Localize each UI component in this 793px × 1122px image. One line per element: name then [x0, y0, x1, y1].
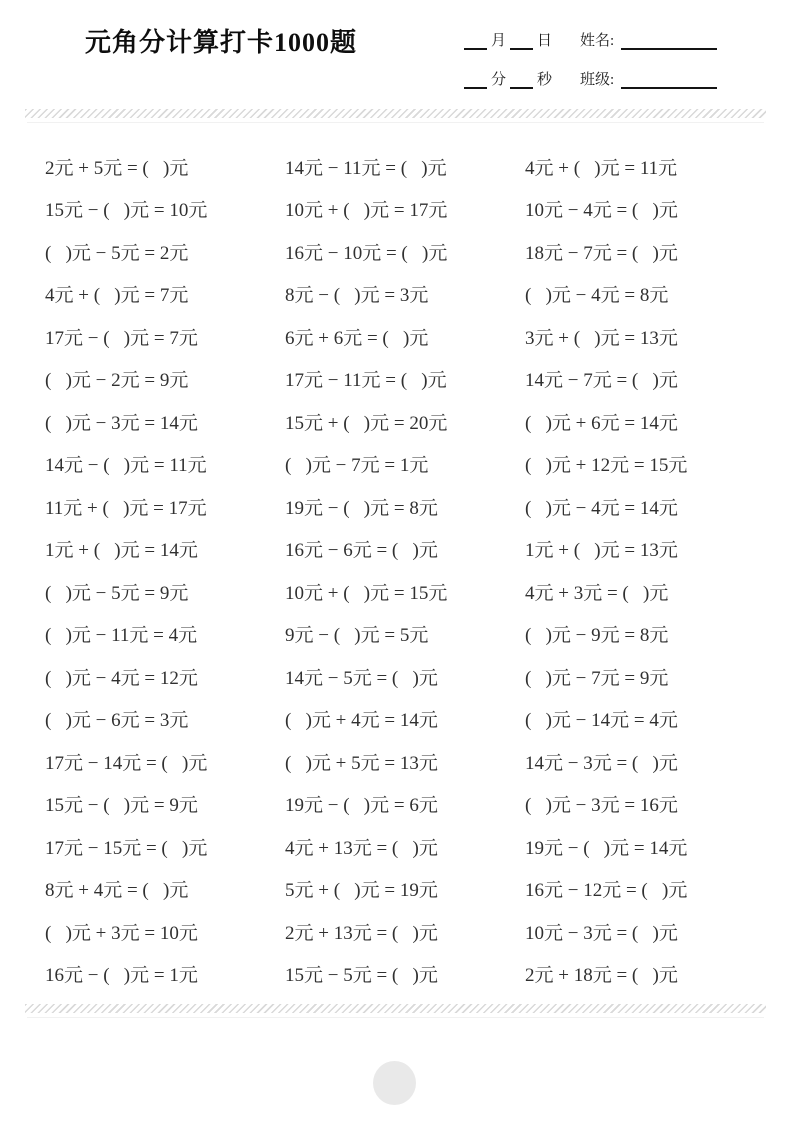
problem-item: 4元 + 13元 = ( )元: [285, 837, 438, 859]
month-blank: [464, 33, 487, 50]
hatched-divider-bottom: [25, 1004, 766, 1013]
problem-item: 4元 + ( )元 = 7元: [45, 285, 189, 307]
problem-item: ( )元 + 5元 = 13元: [285, 752, 438, 774]
problem-item: 15元 − ( )元 = 10元: [45, 200, 208, 222]
problem-item: 2元 + 18元 = ( )元: [525, 965, 678, 987]
problem-item: 4元 + 3元 = ( )元: [525, 582, 669, 604]
problem-item: ( )元 − 11元 = 4元: [45, 625, 198, 647]
problem-item: ( )元 − 3元 = 14元: [45, 412, 198, 434]
problem-item: 15元 − 5元 = ( )元: [285, 965, 438, 987]
problem-item: 6元 + 6元 = ( )元: [285, 327, 429, 349]
problem-item: 16元 − 6元 = ( )元: [285, 540, 438, 562]
problem-item: 11元 + ( )元 = 17元: [45, 497, 207, 519]
class-label: 班级:: [580, 72, 615, 88]
problem-item: 18元 − 7元 = ( )元: [525, 242, 678, 264]
problem-item: 3元 + ( )元 = 13元: [525, 327, 678, 349]
problem-item: 2元 + 13元 = ( )元: [285, 922, 438, 944]
problems-grid: [45, 145, 778, 995]
problem-item: 4元 + ( )元 = 11元: [525, 157, 678, 179]
problem-item: 10元 + ( )元 = 17元: [285, 200, 448, 222]
class-blank: [621, 72, 717, 89]
problem-item: ( )元 − 4元 = 14元: [525, 497, 678, 519]
problem-item: 15元 + ( )元 = 20元: [285, 412, 448, 434]
problem-item: 14元 − 11元 = ( )元: [285, 157, 447, 179]
header-fields: [460, 30, 721, 108]
problem-item: 17元 − 14元 = ( )元: [45, 752, 208, 774]
problem-item: ( )元 − 5元 = 2元: [45, 242, 189, 264]
problem-item: 8元 − ( )元 = 3元: [285, 285, 429, 307]
second-label: 秒: [537, 72, 553, 88]
second-blank: [510, 72, 533, 89]
worksheet-title: 元角分计算打卡1000题: [85, 28, 358, 57]
problem-item: ( )元 − 5元 = 9元: [45, 582, 189, 604]
problem-item: 5元 + ( )元 = 19元: [285, 880, 438, 902]
day-label: 日: [537, 33, 553, 49]
problem-item: ( )元 + 4元 = 14元: [285, 710, 438, 732]
problem-item: ( )元 + 12元 = 15元: [525, 455, 688, 477]
problem-item: 10元 − 3元 = ( )元: [525, 922, 678, 944]
problem-item: 16元 − 12元 = ( )元: [525, 880, 688, 902]
minute-blank: [464, 72, 487, 89]
problem-item: 17元 − ( )元 = 7元: [45, 327, 198, 349]
problem-item: ( )元 − 4元 = 8元: [525, 285, 669, 307]
problem-item: 14元 − ( )元 = 11元: [45, 455, 207, 477]
day-blank: [510, 33, 533, 50]
problem-item: 17元 − 15元 = ( )元: [45, 837, 208, 859]
date-row: [460, 30, 721, 50]
problem-item: ( )元 + 6元 = 14元: [525, 412, 678, 434]
problem-item: 10元 + ( )元 = 15元: [285, 582, 448, 604]
problem-item: 19元 − ( )元 = 8元: [285, 497, 438, 519]
problem-item: ( )元 − 9元 = 8元: [525, 625, 669, 647]
problem-item: 19元 − ( )元 = 14元: [525, 837, 688, 859]
problem-item: 1元 + ( )元 = 13元: [525, 540, 678, 562]
problem-item: 15元 − ( )元 = 9元: [45, 795, 198, 817]
problem-item: 10元 − 4元 = ( )元: [525, 200, 678, 222]
hatched-divider-top: [25, 109, 766, 118]
problem-item: ( )元 − 4元 = 12元: [45, 667, 198, 689]
problem-item: ( )元 − 2元 = 9元: [45, 370, 189, 392]
problem-item: ( )元 − 7元 = 1元: [285, 455, 429, 477]
time-row: [460, 69, 721, 89]
problem-item: ( )元 − 3元 = 16元: [525, 795, 678, 817]
problem-item: ( )元 − 6元 = 3元: [45, 710, 189, 732]
problem-item: 9元 − ( )元 = 5元: [285, 625, 429, 647]
problem-item: 14元 − 5元 = ( )元: [285, 667, 438, 689]
problem-item: 16元 − 10元 = ( )元: [285, 242, 448, 264]
problem-item: 2元 + 5元 = ( )元: [45, 157, 189, 179]
problem-item: 1元 + ( )元 = 14元: [45, 540, 198, 562]
month-label: 月: [491, 33, 507, 49]
problem-item: 17元 − 11元 = ( )元: [285, 370, 447, 392]
minute-label: 分: [491, 72, 507, 88]
problem-item: ( )元 + 3元 = 10元: [45, 922, 198, 944]
name-label: 姓名:: [580, 33, 615, 49]
problem-item: 19元 − ( )元 = 6元: [285, 795, 438, 817]
problem-item: 14元 − 7元 = ( )元: [525, 370, 678, 392]
problem-item: ( )元 − 14元 = 4元: [525, 710, 678, 732]
problem-item: 14元 − 3元 = ( )元: [525, 752, 678, 774]
problem-item: 16元 − ( )元 = 1元: [45, 965, 198, 987]
problem-item: ( )元 − 7元 = 9元: [525, 667, 669, 689]
footer-circle-mark: [373, 1061, 416, 1105]
name-blank: [621, 33, 717, 50]
problem-item: 8元 + 4元 = ( )元: [45, 880, 189, 902]
